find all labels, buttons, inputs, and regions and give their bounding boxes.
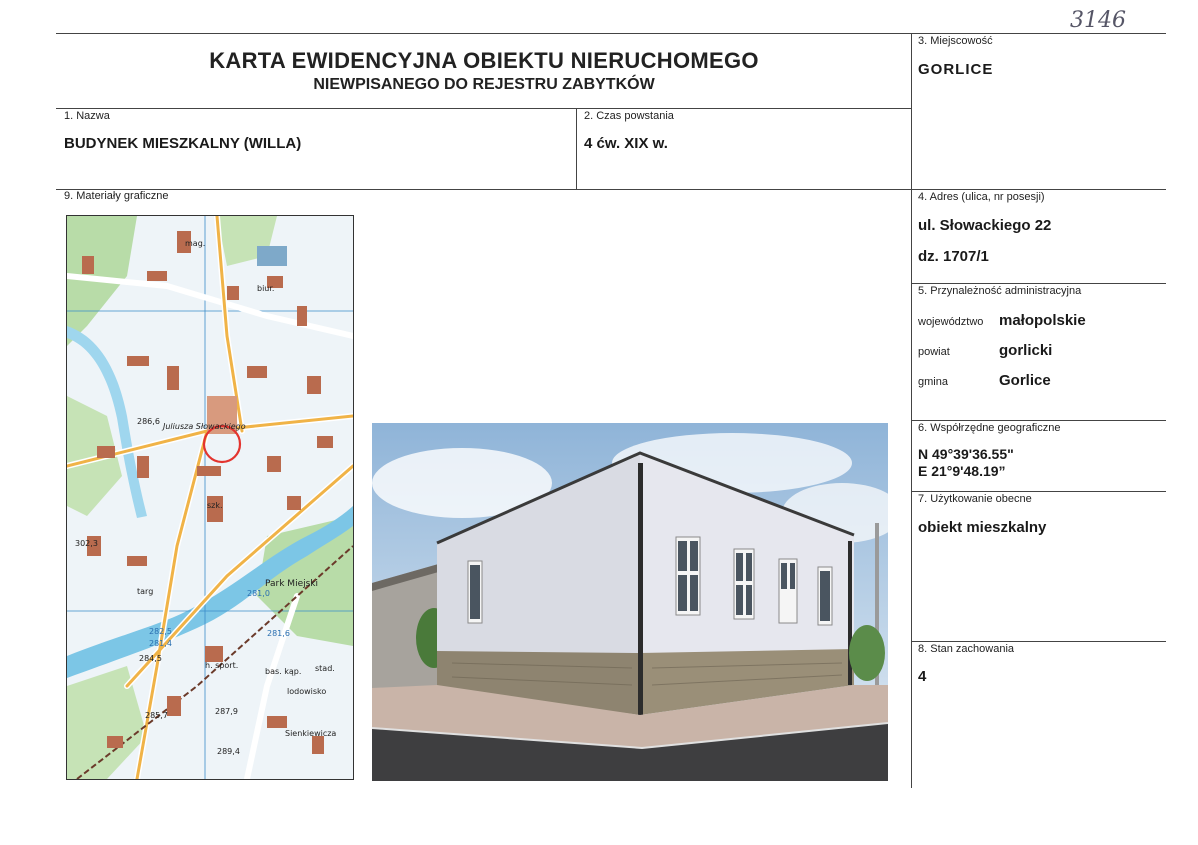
usage-label: 7. Użytkowanie obecne — [918, 493, 1032, 505]
map-label-lodowisko: lodowisko — [287, 687, 327, 696]
time-value: 4 ćw. XIX w. — [584, 135, 668, 152]
right-divider-usage — [911, 641, 1166, 642]
commune-value: Gorlice — [999, 372, 1051, 389]
right-divider-coords — [911, 491, 1166, 492]
map-label-num9: 281,6 — [267, 629, 290, 638]
map-label-num1: 286,6 — [137, 417, 160, 426]
map-label-biur: biur. — [257, 284, 275, 293]
voivodeship-value: małopolskie — [999, 312, 1086, 329]
condition-value: 4 — [918, 668, 927, 685]
usage-value: obiekt mieszkalny — [918, 519, 1047, 536]
address-label: 4. Adres (ulica, nr posesji) — [918, 191, 1045, 203]
map-label-num10: 302,3 — [75, 539, 98, 548]
location-map — [66, 215, 354, 780]
map-label-stad: stad. — [315, 664, 335, 673]
coords-n: N 49°39'36.55" — [918, 446, 1014, 462]
map-label-szk: szk. — [207, 501, 223, 510]
column-divider-right — [911, 33, 912, 788]
right-divider-admin — [911, 420, 1166, 421]
commune-label: gmina — [918, 376, 948, 388]
map-label-slowackiego: Juliusza Słowackiego — [163, 422, 246, 431]
document-subtitle: NIEWPISANEGO DO REJESTRU ZABYTKÓW — [313, 76, 655, 93]
time-label: 2. Czas powstania — [584, 110, 674, 122]
map-label-num4: 287,9 — [215, 707, 238, 716]
row-divider-1 — [56, 108, 912, 109]
locality-value: GORLICE — [918, 61, 994, 78]
map-label-mag: mag. — [185, 239, 206, 248]
building-photo-drawing — [372, 423, 888, 781]
map-label-num8: 284,5 — [139, 654, 162, 663]
map-label-num2: 281,0 — [247, 589, 270, 598]
admin-label: 5. Przynależność administracyjna — [918, 285, 1082, 297]
column-divider-name-time — [576, 108, 577, 189]
top-border — [56, 33, 1166, 34]
graphics-label: 9. Materiały graficzne — [64, 190, 169, 202]
map-label-sienkiewicza: Sienkiewicza — [285, 729, 337, 738]
address-street: ul. Słowackiego 22 — [918, 217, 1052, 234]
county-label: powiat — [918, 346, 950, 358]
voivodeship-label: województwo — [918, 316, 984, 328]
county-value: gorlicki — [999, 342, 1053, 359]
locality-label: 3. Miejscowość — [918, 35, 993, 47]
document-title: KARTA EWIDENCYJNA OBIEKTU NIERUCHOMEGO — [209, 48, 759, 73]
row-divider-2 — [56, 189, 1166, 190]
map-label-targ: targ — [137, 587, 154, 596]
archive-number: 3146 — [1070, 8, 1126, 33]
name-label: 1. Nazwa — [64, 110, 110, 122]
map-label-num6: 282,5 — [149, 627, 172, 636]
coords-e: E 21°9'48.19” — [918, 463, 1006, 479]
map-drawing — [67, 216, 353, 779]
map-label-num7: 281,4 — [149, 639, 172, 648]
condition-label: 8. Stan zachowania — [918, 643, 1015, 655]
coords-label: 6. Współrzędne geograficzne — [918, 422, 1061, 434]
address-parcel: dz. 1707/1 — [918, 248, 989, 265]
name-value: BUDYNEK MIESZKALNY (WILLA) — [64, 135, 302, 152]
right-divider-address — [911, 283, 1166, 284]
map-label-park: Park Miejski — [265, 579, 319, 589]
map-label-bas: bas. kąp. — [265, 667, 302, 676]
building-photo — [372, 423, 888, 781]
map-label-h-sport: h. sport. — [205, 661, 239, 670]
map-label-num3: 285,7 — [145, 711, 168, 720]
map-label-num5: 289,4 — [217, 747, 240, 756]
